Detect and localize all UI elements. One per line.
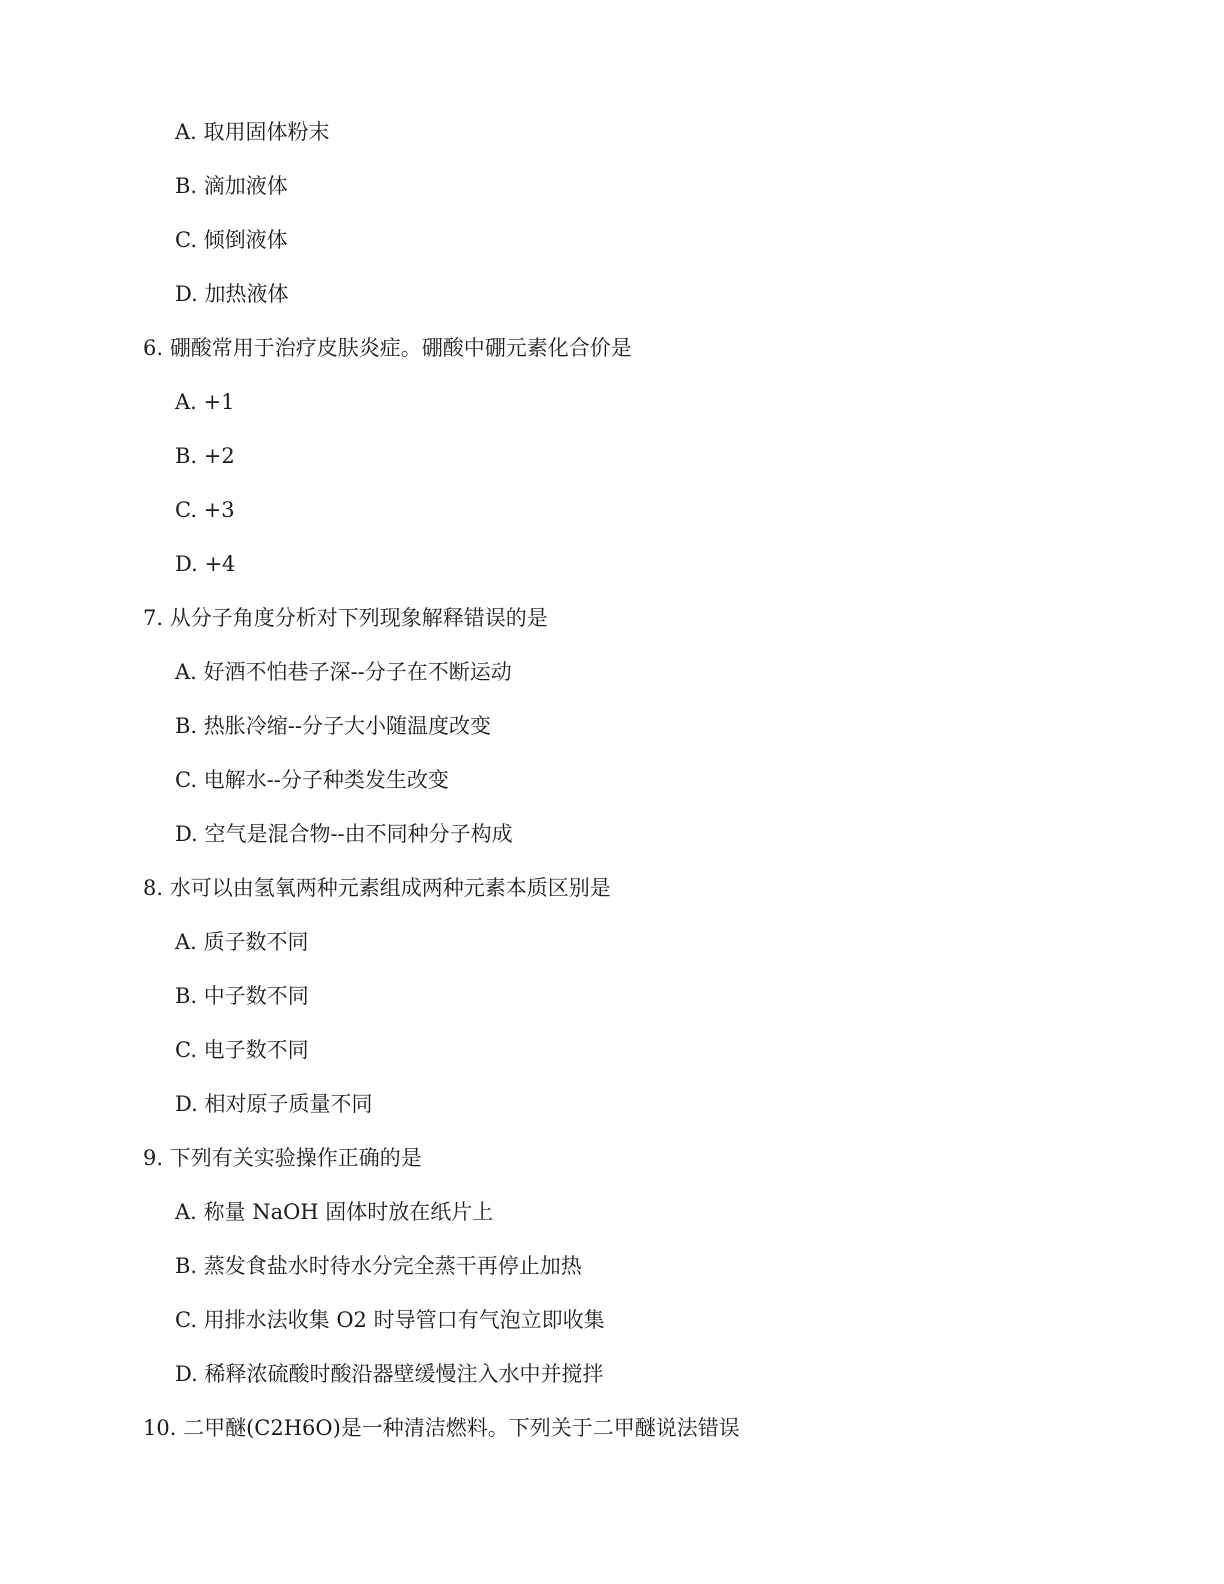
q5-option-a: A. 取用固体粉末 <box>175 120 330 144</box>
q7-option-c: C. 电解水--分子种类发生改变 <box>175 768 449 792</box>
q9-option-d: D. 稀释浓硫酸时酸沿器壁缓慢注入水中并搅拌 <box>175 1362 604 1386</box>
q5-option-c: C. 倾倒液体 <box>175 228 288 252</box>
q7-option-d: D. 空气是混合物--由不同种分子构成 <box>175 822 513 846</box>
q6-option-a: A. +1 <box>175 390 235 414</box>
q8-option-c: C. 电子数不同 <box>175 1038 309 1062</box>
q7-option-b: B. 热胀冷缩--分子大小随温度改变 <box>175 714 491 738</box>
q9-option-b: B. 蒸发食盐水时待水分完全蒸干再停止加热 <box>175 1254 582 1278</box>
q9-question: 9. 下列有关实验操作正确的是 <box>143 1146 422 1170</box>
q6-option-c: C. +3 <box>175 498 235 522</box>
q8-option-d: D. 相对原子质量不同 <box>175 1092 373 1116</box>
q8-option-b: B. 中子数不同 <box>175 984 309 1008</box>
q6-option-b: B. +2 <box>175 444 235 468</box>
q9-option-c: C. 用排水法收集 O2 时导管口有气泡立即收集 <box>175 1308 605 1332</box>
q5-option-b: B. 滴加液体 <box>175 174 288 198</box>
q8-option-a: A. 质子数不同 <box>175 930 309 954</box>
q7-question: 7. 从分子角度分析对下列现象解释错误的是 <box>143 606 548 630</box>
q8-question: 8. 水可以由氢氧两种元素组成两种元素本质区别是 <box>143 876 611 900</box>
q10-question: 10. 二甲醚(C2H6O)是一种清洁燃料。下列关于二甲醚说法错误 <box>143 1416 740 1440</box>
q6-option-d: D. +4 <box>175 552 236 576</box>
q9-option-a: A. 称量 NaOH 固体时放在纸片上 <box>175 1200 494 1224</box>
q5-option-d: D. 加热液体 <box>175 282 289 306</box>
q6-question: 6. 硼酸常用于治疗皮肤炎症。硼酸中硼元素化合价是 <box>143 336 632 360</box>
q7-option-a: A. 好酒不怕巷子深--分子在不断运动 <box>175 660 512 684</box>
